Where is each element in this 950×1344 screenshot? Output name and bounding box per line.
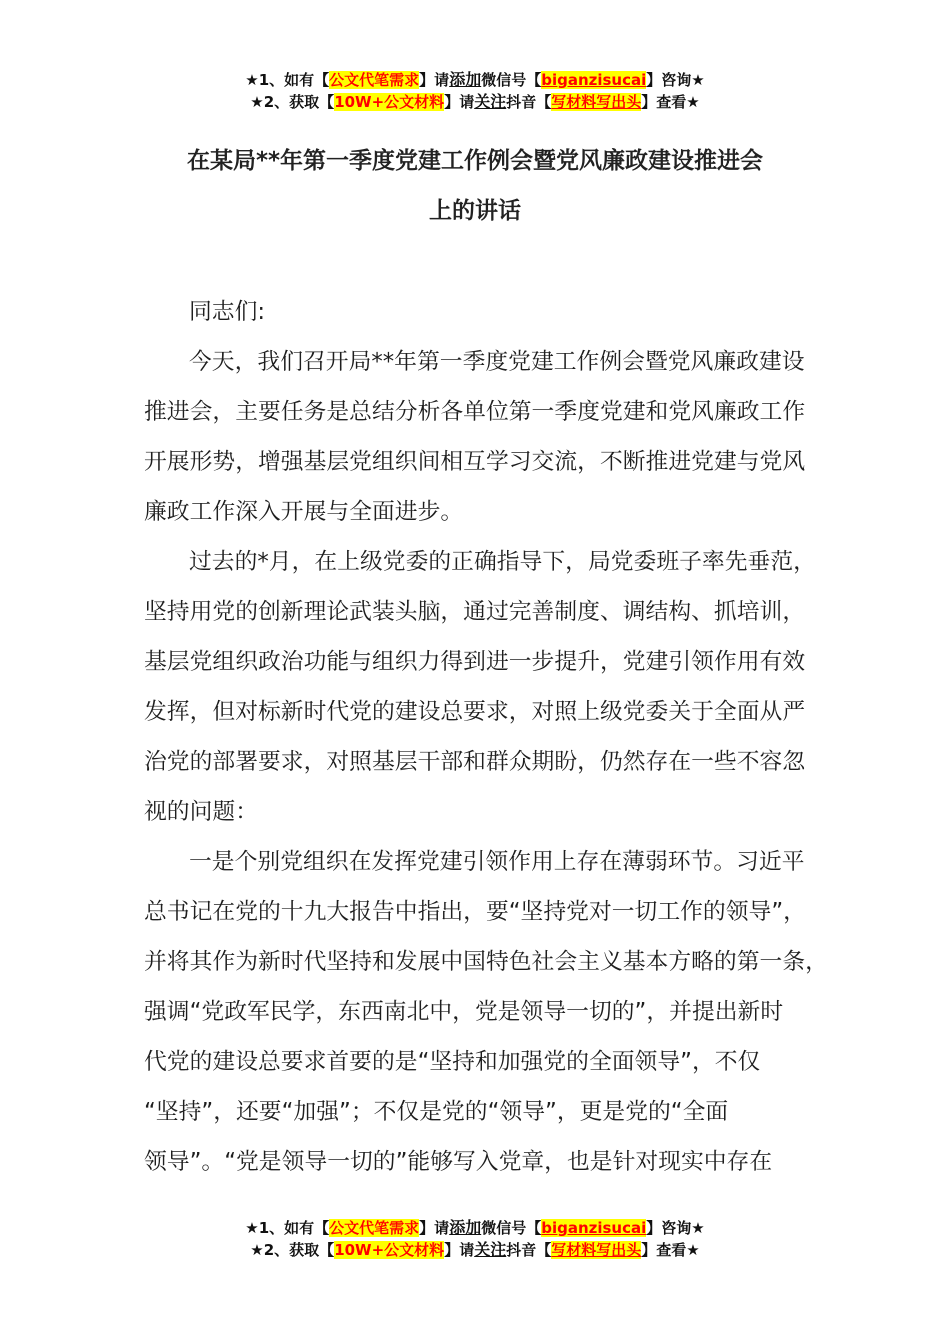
- paragraph-line: 发挥，但对标新时代党的建设总要求，对照上级党委关于全面从严: [144, 699, 806, 725]
- document-title-continued: 上的讲话: [429, 198, 521, 224]
- paragraph-line: 总书记在党的十九大报告中指出，要“坚持党对一切工作的领导”，: [144, 899, 806, 925]
- promo-underlined: 关注: [474, 92, 507, 111]
- paragraph-line: 并将其作为新时代坚持和发展中国特色社会主义基本方略的第一条，: [144, 949, 828, 975]
- promo-text: 】咨询★: [646, 1219, 705, 1237]
- promo-text: 】查看★: [641, 1241, 700, 1259]
- promo-underlined: 添加: [449, 1218, 482, 1237]
- paragraph-line: 视的问题：: [144, 799, 258, 825]
- promo-text: 】咨询★: [646, 71, 705, 89]
- paragraph-line: 过去的*月，在上级党委的正确指导下，局党委班子率先垂范，: [189, 549, 816, 575]
- promo-text: 抖音【: [506, 1241, 552, 1259]
- promo-highlight: 10W+公文材料: [334, 93, 445, 111]
- promo-underlined: 关注: [474, 1240, 507, 1259]
- promo-text: ★1、如有【: [245, 71, 330, 89]
- promo-highlight: 公文代笔需求: [329, 71, 420, 89]
- promo-text: 微信号【: [481, 71, 542, 89]
- promo-text: 】请: [419, 1219, 450, 1237]
- promo-wechat-id: biganzisucai: [541, 1219, 647, 1237]
- promo-underlined: 添加: [449, 70, 482, 89]
- document-title: 在某局**年第一季度党建工作例会暨党风廉政建设推进会: [186, 148, 764, 174]
- paragraph-line: 一是个别党组织在发挥党建引领作用上存在薄弱环节。习近平: [189, 849, 805, 875]
- promo-line-2: [0, 1239, 950, 1261]
- document-body: [144, 287, 834, 1187]
- paragraph-line: 治党的部署要求，对照基层干部和群众期盼，仍然存在一些不容忽: [144, 749, 806, 775]
- promo-line-2: [0, 91, 950, 113]
- promo-text: ★1、如有【: [245, 1219, 330, 1237]
- promo-douyin-id: 写材料写出头: [551, 1241, 642, 1259]
- promo-line-1: [0, 1217, 950, 1239]
- promo-text: 】查看★: [641, 93, 700, 111]
- promo-text: ★2、获取【: [250, 93, 335, 111]
- paragraph-line: 开展形势，增强基层党组织间相互学习交流，不断推进党建与党风: [144, 449, 806, 475]
- paragraph-line: 廉政工作深入开展与全面进步。: [144, 499, 464, 525]
- paragraph-line: 代党的建设总要求首要的是“坚持和加强党的全面领导”，不仅: [144, 1049, 761, 1075]
- paragraph-line: 今天，我们召开局**年第一季度党建工作例会暨党风廉政建设: [189, 349, 805, 375]
- promo-text: 】请: [444, 93, 475, 111]
- paragraph-line: 推进会，主要任务是总结分析各单位第一季度党建和党风廉政工作: [144, 399, 806, 425]
- promo-text: 】请: [419, 71, 450, 89]
- paragraph-line: 强调“党政军民学，东西南北中，党是领导一切的”，并提出新时: [144, 999, 784, 1025]
- paragraph-line: “坚持”，还要“加强”；不仅是党的“领导”，更是党的“全面: [144, 1099, 729, 1125]
- paragraph-line: 领导”。“党是领导一切的”能够写入党章，也是针对现实中存在: [144, 1149, 773, 1175]
- promo-highlight: 10W+公文材料: [334, 1241, 445, 1259]
- promo-banner-top: [0, 69, 950, 113]
- paragraph-line: 坚持用党的创新理论武装头脑，通过完善制度、调结构、抓培训，: [144, 599, 806, 625]
- paragraph-line: 基层党组织政治功能与组织力得到进一步提升，党建引领作用有效: [144, 649, 806, 675]
- promo-text: 微信号【: [481, 1219, 542, 1237]
- promo-text: 】请: [444, 1241, 475, 1259]
- promo-banner-bottom: [0, 1217, 950, 1261]
- promo-highlight: 公文代笔需求: [329, 1219, 420, 1237]
- promo-line-1: [0, 69, 950, 91]
- promo-text: 抖音【: [506, 93, 552, 111]
- promo-text: ★2、获取【: [250, 1241, 335, 1259]
- promo-wechat-id: biganzisucai: [541, 71, 647, 89]
- salutation: 同志们:: [189, 299, 266, 325]
- promo-douyin-id: 写材料写出头: [551, 93, 642, 111]
